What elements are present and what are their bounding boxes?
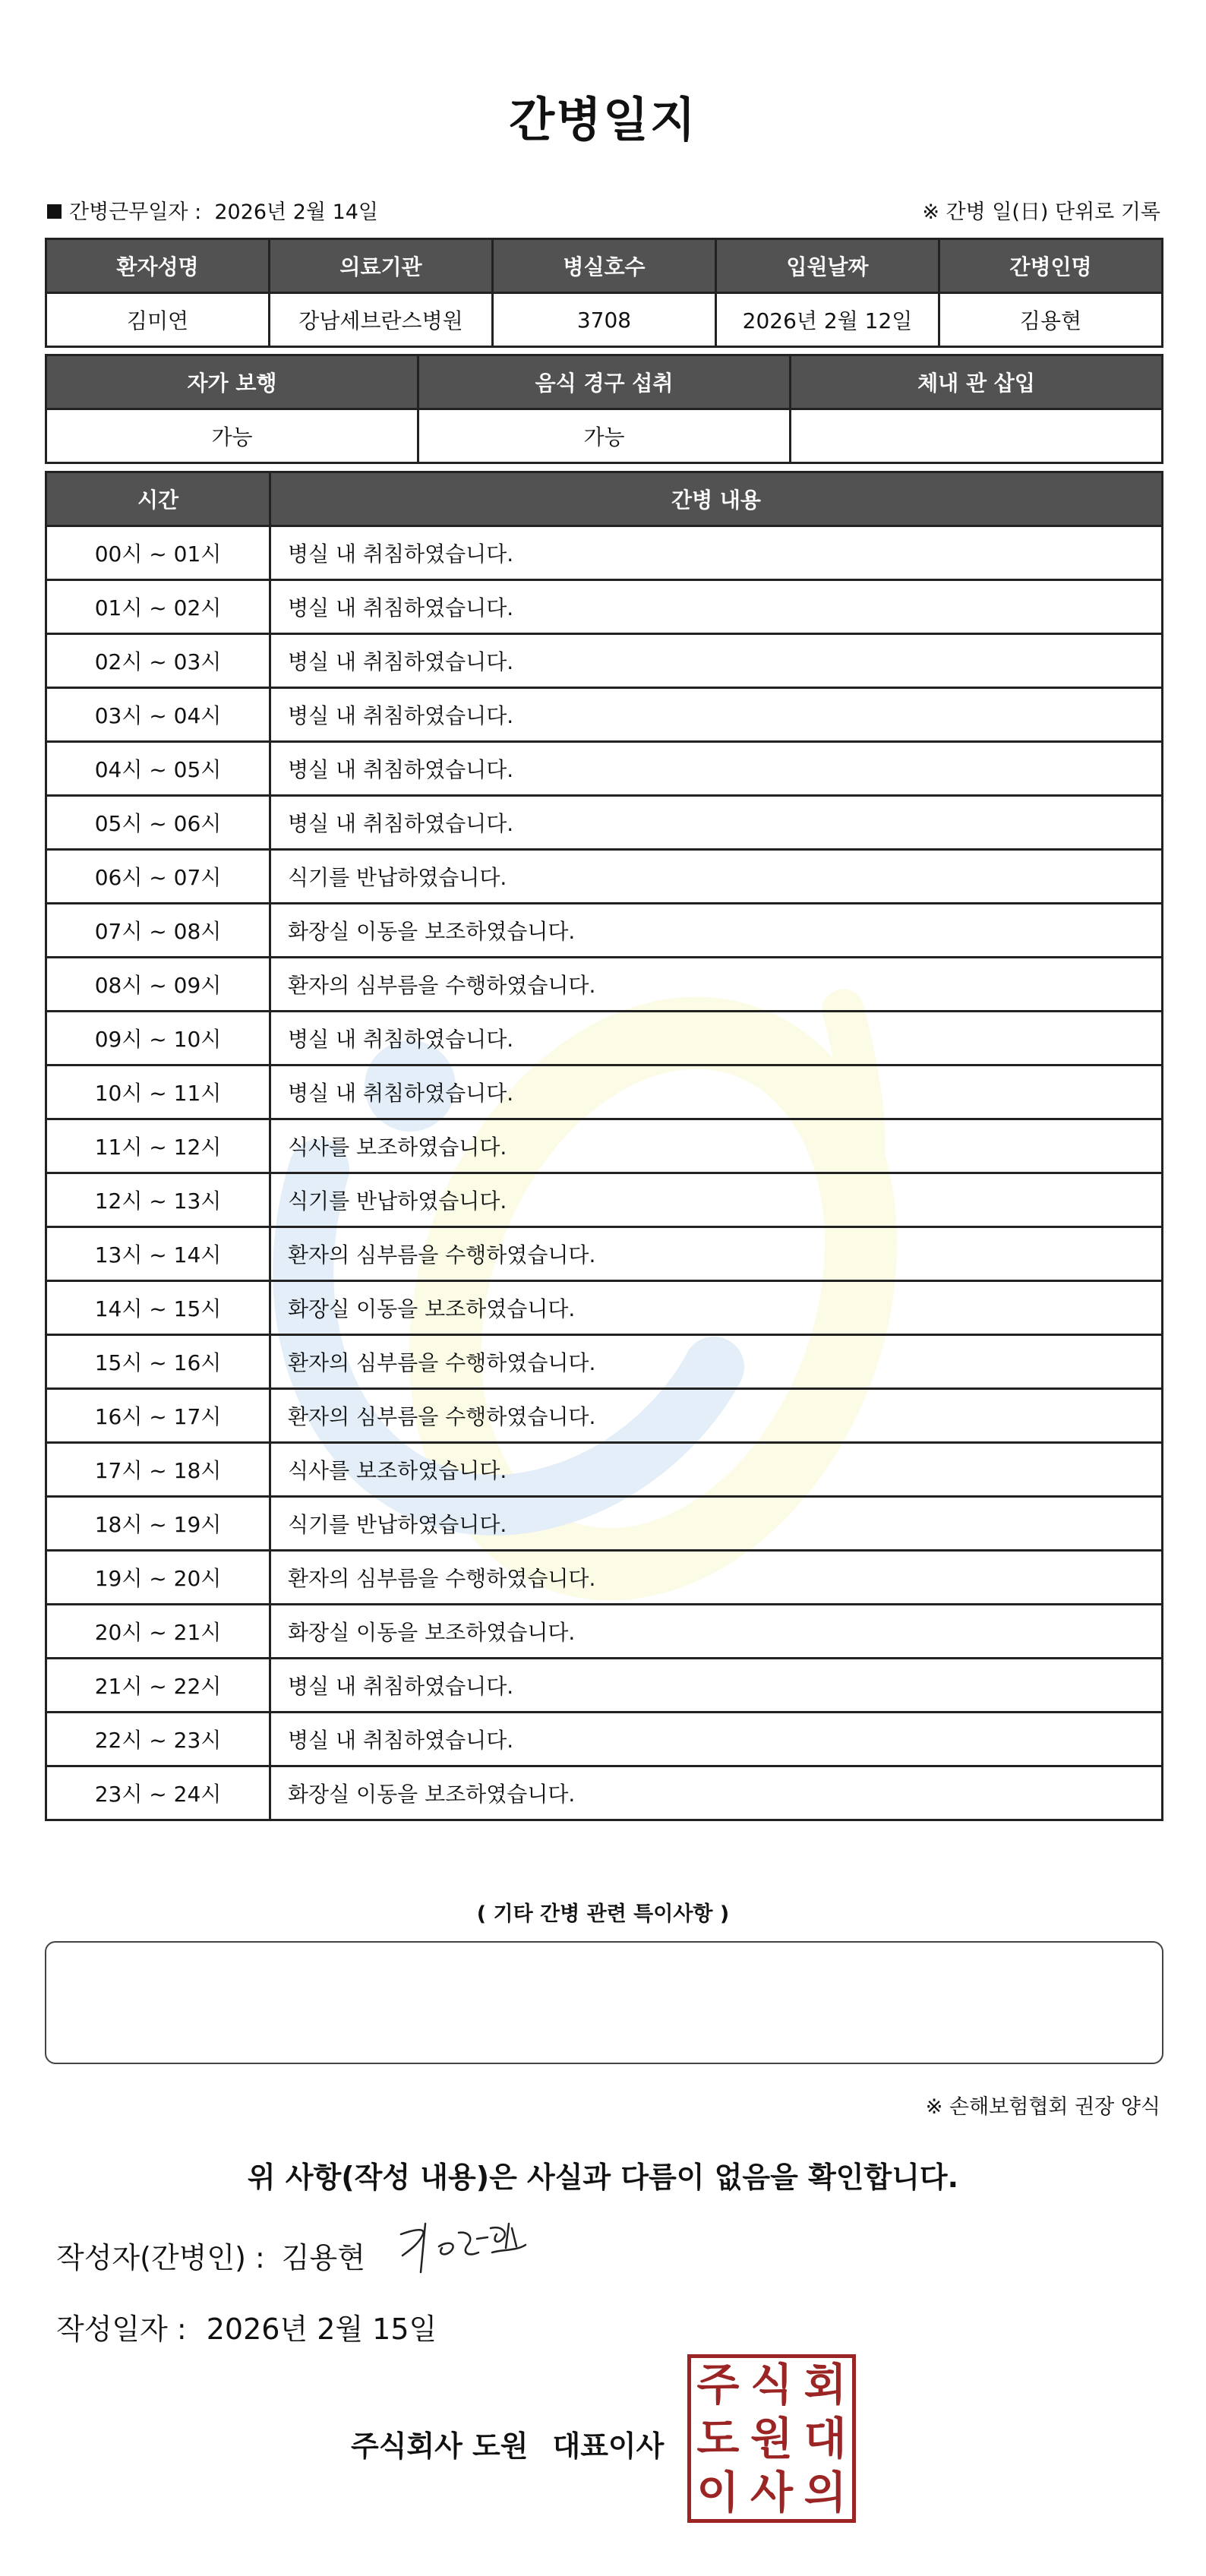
room-number: 3708	[493, 293, 716, 347]
table-row	[46, 1443, 1163, 1497]
log-content: 병실 내 취침하였습니다.	[270, 1065, 1163, 1119]
self-walking-value: 가능	[46, 409, 418, 463]
patient-status-table	[45, 354, 1163, 464]
header-care-content: 간병 내용	[270, 472, 1163, 526]
table-row	[46, 1551, 1163, 1605]
remarks-box	[45, 1941, 1163, 2064]
log-time: 01시 ~ 02시	[46, 580, 270, 634]
log-time: 15시 ~ 16시	[46, 1335, 270, 1389]
admission-date: 2026년 2월 12일	[716, 293, 939, 347]
form-note: ※ 손해보험협회 권장 양식	[925, 2095, 1160, 2119]
table-row	[46, 1119, 1163, 1173]
log-time: 09시 ~ 10시	[46, 1012, 270, 1065]
log-time: 05시 ~ 06시	[46, 796, 270, 850]
log-content: 병실 내 취침하였습니다.	[270, 634, 1163, 688]
log-content: 화장실 이동을 보조하였습니다.	[270, 1766, 1163, 1820]
log-time: 22시 ~ 23시	[46, 1713, 270, 1766]
write-date-line	[56, 2306, 437, 2347]
seal-char: 의	[803, 2466, 847, 2518]
signature-image	[395, 2218, 539, 2286]
seal-char: 원	[750, 2412, 793, 2464]
work-date-label: 간병근무일자 :	[69, 200, 202, 224]
document-title: 간병일지	[509, 92, 697, 147]
log-time: 14시 ~ 15시	[46, 1281, 270, 1335]
log-content: 화장실 이동을 보조하였습니다.	[270, 1281, 1163, 1335]
work-date-line	[47, 195, 378, 225]
log-content: 환자의 심부름을 수행하였습니다.	[270, 1551, 1163, 1605]
log-content: 식기를 반납하였습니다.	[270, 850, 1163, 904]
log-time: 19시 ~ 20시	[46, 1551, 270, 1605]
write-date-value: 2026년 2월 15일	[206, 2312, 437, 2346]
header-self-walking: 자가 보행	[46, 355, 418, 409]
table-row	[46, 1713, 1163, 1766]
log-content: 환자의 심부름을 수행하였습니다.	[270, 958, 1163, 1012]
header-tube-insertion: 체내 관 삽입	[791, 355, 1163, 409]
table-row	[46, 904, 1163, 958]
log-time: 06시 ~ 07시	[46, 850, 270, 904]
log-time: 10시 ~ 11시	[46, 1065, 270, 1119]
table-row	[46, 526, 1163, 580]
log-time: 16시 ~ 17시	[46, 1389, 270, 1443]
table-row	[46, 634, 1163, 688]
write-date-label: 작성일자 :	[56, 2312, 187, 2346]
work-date-value: 2026년 2월 14일	[214, 200, 379, 224]
writer-line	[56, 2234, 365, 2276]
table-row	[46, 742, 1163, 796]
log-content: 식기를 반납하였습니다.	[270, 1173, 1163, 1227]
log-time: 12시 ~ 13시	[46, 1173, 270, 1227]
log-content: 병실 내 취침하였습니다.	[270, 580, 1163, 634]
record-note: ※ 간병 일(日) 단위로 기록	[922, 200, 1160, 224]
patient-info-table	[45, 238, 1163, 348]
header-time: 시간	[46, 472, 270, 526]
care-log-table	[45, 471, 1163, 1821]
seal-char: 이	[696, 2466, 740, 2518]
log-time: 20시 ~ 21시	[46, 1605, 270, 1659]
log-content: 병실 내 취침하였습니다.	[270, 1713, 1163, 1766]
caregiver-name: 김용현	[939, 293, 1163, 347]
log-time: 08시 ~ 09시	[46, 958, 270, 1012]
header-oral-intake: 음식 경구 섭취	[418, 355, 791, 409]
remarks-title: ( 기타 간병 관련 특이사항 )	[476, 1902, 730, 1926]
seal-char: 회	[803, 2359, 847, 2411]
log-content: 환자의 심부름을 수행하였습니다.	[270, 1227, 1163, 1281]
header-admission-date: 입원날짜	[716, 239, 939, 293]
company-line	[351, 2423, 664, 2464]
log-content: 병실 내 취침하였습니다.	[270, 1659, 1163, 1713]
log-content: 병실 내 취침하였습니다.	[270, 1012, 1163, 1065]
table-row	[46, 1497, 1163, 1551]
log-content: 식기를 반납하였습니다.	[270, 1497, 1163, 1551]
oral-intake-value: 가능	[418, 409, 791, 463]
log-time: 04시 ~ 05시	[46, 742, 270, 796]
table-row	[46, 1335, 1163, 1389]
log-time: 11시 ~ 12시	[46, 1119, 270, 1173]
ceo-label: 대표이사	[552, 2429, 665, 2463]
table-row	[46, 1012, 1163, 1065]
table-row	[46, 580, 1163, 634]
table-row	[46, 1766, 1163, 1820]
square-bullet-icon	[47, 204, 62, 219]
log-content: 병실 내 취침하였습니다.	[270, 526, 1163, 580]
seal-char: 식	[750, 2359, 793, 2411]
log-content: 병실 내 취침하였습니다.	[270, 742, 1163, 796]
seal-char: 주	[696, 2359, 740, 2411]
seal-char: 도	[696, 2412, 740, 2464]
patient-name: 김미연	[46, 293, 270, 347]
header-room-number: 병실호수	[493, 239, 716, 293]
seal-char: 사	[750, 2466, 793, 2518]
table-row	[46, 1227, 1163, 1281]
table-row	[46, 850, 1163, 904]
table-row	[46, 796, 1163, 850]
log-content: 화장실 이동을 보조하였습니다.	[270, 1605, 1163, 1659]
table-row	[46, 1659, 1163, 1713]
log-time: 21시 ~ 22시	[46, 1659, 270, 1713]
tube-insertion-value	[791, 409, 1163, 463]
log-content: 식사를 보조하였습니다.	[270, 1119, 1163, 1173]
table-row	[46, 958, 1163, 1012]
log-content: 병실 내 취침하였습니다.	[270, 796, 1163, 850]
log-time: 00시 ~ 01시	[46, 526, 270, 580]
log-content: 식사를 보조하였습니다.	[270, 1443, 1163, 1497]
writer-name: 김용현	[281, 2241, 365, 2275]
log-content: 화장실 이동을 보조하였습니다.	[270, 904, 1163, 958]
table-row	[46, 1173, 1163, 1227]
log-time: 23시 ~ 24시	[46, 1766, 270, 1820]
log-content: 병실 내 취침하였습니다.	[270, 688, 1163, 742]
table-row	[46, 1389, 1163, 1443]
table-row	[46, 1605, 1163, 1659]
log-time: 13시 ~ 14시	[46, 1227, 270, 1281]
header-patient-name: 환자성명	[46, 239, 270, 293]
header-caregiver-name: 간병인명	[939, 239, 1163, 293]
log-content: 환자의 심부름을 수행하였습니다.	[270, 1389, 1163, 1443]
log-content: 환자의 심부름을 수행하였습니다.	[270, 1335, 1163, 1389]
log-time: 03시 ~ 04시	[46, 688, 270, 742]
log-time: 02시 ~ 03시	[46, 634, 270, 688]
company-name: 주식회사 도원	[351, 2429, 529, 2463]
header-hospital: 의료기관	[270, 239, 493, 293]
seal-char: 대	[803, 2412, 847, 2464]
table-row	[46, 688, 1163, 742]
hospital-name: 강남세브란스병원	[270, 293, 493, 347]
table-row	[46, 1065, 1163, 1119]
confirmation-statement: 위 사항(작성 내용)은 사실과 다름이 없음을 확인합니다.	[247, 2161, 959, 2194]
log-time: 07시 ~ 08시	[46, 904, 270, 958]
writer-label: 작성자(간병인) :	[56, 2241, 265, 2275]
company-seal-stamp	[687, 2354, 856, 2523]
log-time: 18시 ~ 19시	[46, 1497, 270, 1551]
table-row	[46, 1281, 1163, 1335]
log-time: 17시 ~ 18시	[46, 1443, 270, 1497]
